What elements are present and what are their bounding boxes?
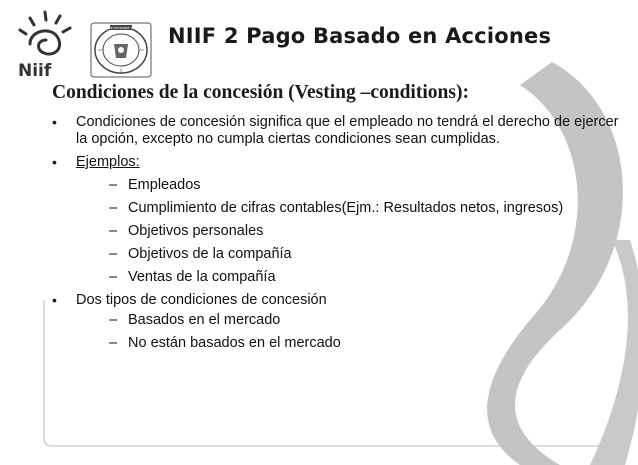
examples-link[interactable]: Ejemplos: bbox=[76, 154, 140, 170]
seal-logo-text: 27 DE SEPTIEMBRE 1875 bbox=[104, 27, 138, 30]
sub-item-text: Objetivos de la compañía bbox=[128, 246, 292, 262]
sub-item-text: Ventas de la compañía bbox=[128, 269, 276, 285]
bullet-text: Condiciones de concesión significa que el empleado no tendrá el derecho de ejercer la opción, excepto no cumpla ciertas condiciones sean cumplidas. bbox=[76, 114, 619, 147]
dash-icon: – bbox=[109, 177, 118, 193]
sub-item bbox=[76, 335, 622, 352]
sub-item bbox=[76, 246, 622, 263]
sub-item-text: Empleados bbox=[128, 177, 201, 193]
sub-list bbox=[76, 312, 622, 352]
dash-icon: – bbox=[109, 223, 118, 239]
sub-item-text: Basados en el mercado bbox=[128, 312, 281, 328]
sub-item-text: No están basados en el mercado bbox=[128, 335, 341, 351]
bullet-icon: • bbox=[52, 154, 57, 170]
page-title: NIIF 2 Pago Basado en Acciones bbox=[168, 24, 552, 48]
dash-icon: – bbox=[109, 269, 118, 285]
bullet-icon: • bbox=[52, 114, 57, 130]
dash-icon: – bbox=[109, 335, 118, 351]
sub-item bbox=[76, 177, 622, 194]
sub-item bbox=[76, 269, 622, 286]
sub-item-text: Cumplimiento de cifras contables(Ejm.: Resultados netos, ingresos) bbox=[128, 200, 564, 216]
sub-item-text: Objetivos personales bbox=[128, 223, 264, 239]
dash-icon: – bbox=[109, 312, 118, 328]
bullet-item bbox=[52, 114, 622, 148]
bullet-text: Dos tipos de condiciones de concesión bbox=[76, 292, 327, 308]
seal-logo bbox=[90, 22, 152, 78]
sub-item bbox=[76, 223, 622, 240]
bullet-item bbox=[52, 292, 622, 352]
sub-item bbox=[76, 312, 622, 329]
sub-list bbox=[76, 177, 622, 286]
dash-icon: – bbox=[109, 246, 118, 262]
bullet-icon: • bbox=[52, 292, 57, 308]
bullet-item bbox=[52, 154, 622, 286]
section-subtitle: Condiciones de la concesión (Vesting –conditions): bbox=[52, 82, 469, 103]
dash-icon: – bbox=[109, 200, 118, 216]
niif-logo bbox=[12, 10, 82, 80]
bullet-list bbox=[52, 114, 622, 358]
niif-logo-text: Niif bbox=[18, 61, 52, 80]
sub-item bbox=[76, 200, 622, 217]
